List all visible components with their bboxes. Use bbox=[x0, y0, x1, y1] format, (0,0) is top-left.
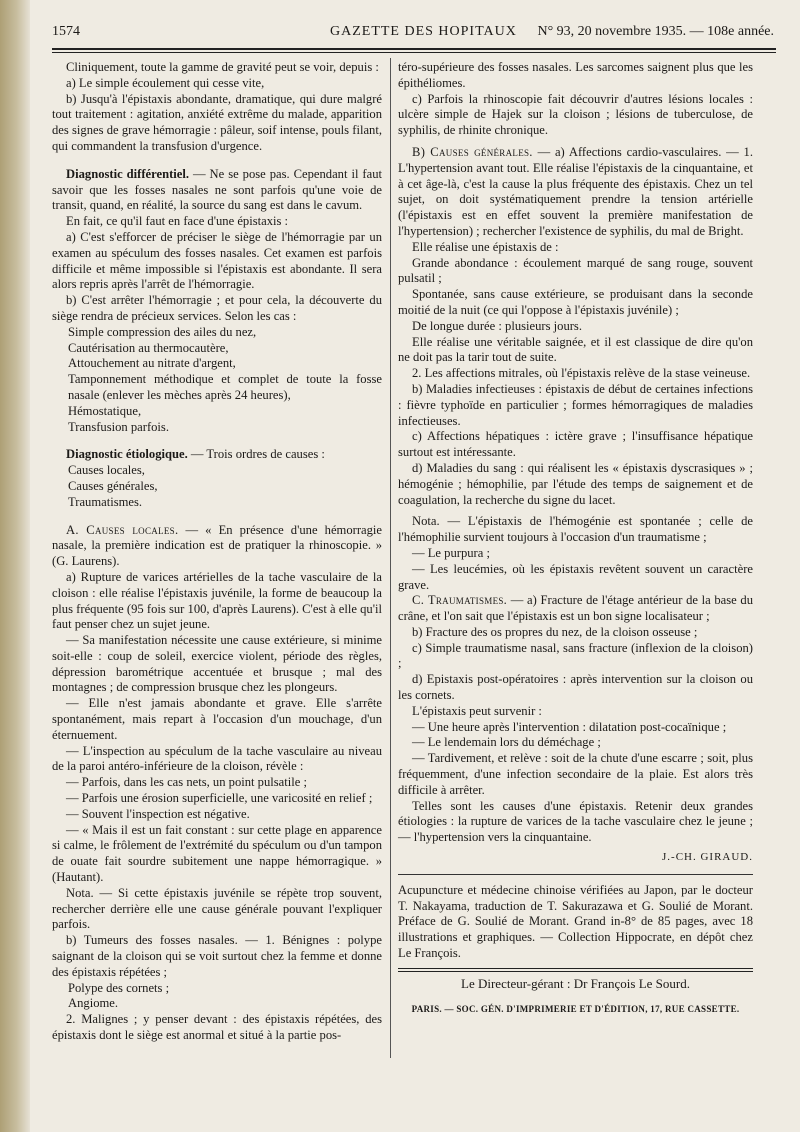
list-item: Traumatismes. bbox=[68, 494, 143, 509]
printer-imprint: PARIS. — SOC. GÉN. D'IMPRIMERIE ET D'ÉDITION, 17, RUE CASSETTE. bbox=[411, 1003, 740, 1014]
paragraph: a) C'est s'efforcer de préciser le siège de l'hémorragie par un examen au spéculum des fosses nasales. Cet examen est parfois difficile et même impossible si l'épistaxis est abondante. Il sera alors repris après l'arrêt de l'hémorragie. bbox=[52, 229, 382, 292]
section-heading: Diagnostic différentiel. bbox=[66, 166, 190, 181]
list-item: Cautérisation au thermocautère, bbox=[68, 340, 229, 355]
page-header bbox=[52, 24, 776, 46]
list-item: Transfusion parfois. bbox=[68, 419, 169, 434]
paragraph: d) Epistaxis post-opératoires : après intervention sur la cloison ou les cornets. bbox=[398, 672, 753, 703]
author-signature: J.-CH. GIRAUD. bbox=[662, 851, 753, 864]
section-heading: Diagnostic étiologique. bbox=[66, 447, 188, 462]
paragraph: En fait, ce qu'il faut en face d'une épistaxis : bbox=[66, 214, 289, 229]
director-line: Le Directeur-gérant : Dr François Le Sourd. bbox=[461, 975, 690, 991]
section-heading: A. Causes locales. bbox=[66, 522, 179, 537]
paragraph: b) Fracture des os propres du nez, de la cloison osseuse ; bbox=[412, 624, 698, 639]
section-divider bbox=[398, 874, 753, 875]
paragraph: b) Jusqu'à l'épistaxis abondante, dramatique, qui dure malgré tout traitement : agitation, anxiété extrême du malade, apparition des signes de grave hémorragie : pâleur, soif intense, pouls filant, qui commandent la transfusion d'urgence. bbox=[52, 91, 382, 153]
paragraph: — Les leucémies, où les épistaxis revêtent souvent un caractère grave. bbox=[398, 561, 753, 592]
list-item: Simple compression des ailes du nez, bbox=[68, 324, 257, 339]
right-column bbox=[398, 60, 753, 1017]
paragraph: d) Maladies du sang : qui réalisent les « épistaxis dyscrasiques » ; hémogénie ; hémophilie, par l'étude des temps de saignement et de coagulation, la recherche du signe du lacet. bbox=[398, 460, 753, 507]
paragraph: De longue durée : plusieurs jours. bbox=[412, 318, 582, 333]
list-item: Tamponnement méthodique et complet de toute la fosse nasale (enlever les mèches après 24 heures), bbox=[68, 372, 382, 402]
paragraph: — Sa manifestation nécessite une cause extérieure, si minime soit-elle : coup de soleil, exercice violent, période des règles, dépression barométrique accentuée et brusque ; mal des montagnes ; de compression brusque chez les plongeurs. bbox=[52, 633, 382, 695]
list-item: Polype des cornets ; bbox=[68, 980, 170, 995]
paragraph: c) Simple traumatisme nasal, sans fracture (inflexion de la cloison) ; bbox=[398, 640, 753, 671]
list-item: Causes générales, bbox=[68, 478, 158, 493]
journal-title: GAZETTE DES HOPITAUX bbox=[330, 24, 517, 39]
column-divider bbox=[390, 58, 391, 1058]
paragraph: b) C'est arrêter l'hémorragie ; et pour cela, la découverte du siège rendra de précieux services. Selon les cas : bbox=[52, 293, 382, 323]
paragraph: L'épistaxis peut survenir : bbox=[412, 703, 542, 718]
left-column bbox=[52, 60, 382, 1044]
paragraph: b) Maladies infectieuses : épistaxis de début de certaines infections : fièvre typhoïde en particulier ; formes hémorragiques de maladies infectieuses. bbox=[398, 381, 753, 428]
paragraph: Telles sont les causes d'une épistaxis. Retenir deux grandes étiologies : la rupture de varices de la tache vasculaire chez le jeune ; — l'hypertension vers la cinquantaine. bbox=[398, 798, 753, 845]
paragraph: — L'inspection au spéculum de la tache vasculaire au niveau de la paroi antéro-inférieure de la cloison, révèle : bbox=[52, 743, 382, 774]
paragraph: c) Affections hépatiques : ictère grave ; l'insuffisance hépatique surtout est intéressante. bbox=[398, 429, 753, 460]
section-heading: B) Causes générales. bbox=[412, 144, 533, 159]
book-notice: Acupuncture et médecine chinoise vérifiées au Japon, par le docteur T. Nakayama, traduction de T. Sakurazawa et G. Soulié de Morant. Préface de G. Soulié de Morant. Grand in-8° de 85 pages, avec 18 illustrations et graphiques. — Collection Hippocrate, en dépôt chez Le François. bbox=[398, 882, 753, 961]
paragraph: a) Le simple écoulement qui cesse vite, bbox=[66, 75, 265, 90]
paragraph: — Une heure après l'intervention : dilatation post-cocaïnique ; bbox=[412, 719, 727, 734]
header-rule bbox=[52, 48, 776, 53]
paragraph: — Parfois une érosion superficielle, une varicosité en relief ; bbox=[66, 791, 373, 806]
paragraph: — Elle n'est jamais abondante et grave. Elle s'arrête spontanément, mais repart à l'occasion d'un mouchage, d'un éternuement. bbox=[52, 696, 382, 742]
list-item: Attouchement au nitrate d'argent, bbox=[68, 356, 236, 371]
paragraph: Spontanée, sans cause extérieure, se produisant dans la seconde moitié de la nuit (ce qui l'oppose à l'épistaxis juvénile) ; bbox=[398, 287, 753, 317]
paragraph: Nota. — Si cette épistaxis juvénile se répète trop souvent, rechercher derrière elle une cause générale pouvant l'expliquer parfois. bbox=[52, 885, 382, 932]
paragraph: Grande abondance : écoulement marqué de sang rouge, souvent pulsatil ; bbox=[398, 255, 753, 286]
section-heading: C. Traumatismes. bbox=[412, 593, 508, 608]
paragraph: Nota. — L'épistaxis de l'hémogénie est spontanée ; celle de l'hémophilie survient toujours à l'occasion d'un traumatisme ; bbox=[398, 514, 753, 545]
paragraph: — Tardivement, et relève : soit de la chute d'une escarre ; soit, plus fréquemment, d'une infection secondaire de la plaie. Est alors très difficile à arrêter. bbox=[398, 751, 753, 797]
paragraph: A. Causes locales. — « En présence d'une hémorragie nasale, la première indication est de pratiquer la rhinoscopie. » (G. Laurens). bbox=[52, 522, 382, 569]
list-item: Angiome. bbox=[68, 996, 119, 1011]
paragraph: — Parfois, dans les cas nets, un point pulsatile ; bbox=[66, 775, 307, 790]
paragraph: Diagnostic étiologique. — Trois ordres de causes : bbox=[66, 447, 325, 462]
paragraph: b) Tumeurs des fosses nasales. — 1. Bénignes : polype saignant de la cloison qui se voit surtout chez la femme et donne des épistaxis répétées ; bbox=[52, 933, 382, 979]
issue-info: N° 93, 20 novembre 1935. — 108e année. bbox=[537, 24, 774, 39]
list-item: Hémostatique, bbox=[68, 403, 142, 418]
paragraph: — Le purpura ; bbox=[412, 545, 490, 560]
paragraph: c) Parfois la rhinoscopie fait découvrir d'autres lésions locales : ulcère simple de Hajek sur la cloison ; lésions de tuberculose, de syphilis, de rhinite chronique. bbox=[398, 91, 753, 138]
paragraph: Cliniquement, toute la gamme de gravité peut se voir, depuis : bbox=[66, 60, 379, 74]
paragraph: Elle réalise une épistaxis de : bbox=[412, 239, 559, 254]
paragraph: — Souvent l'inspection est négative. bbox=[66, 806, 250, 821]
paragraph: C. Traumatismes. — a) Fracture de l'étage antérieur de la base du crâne, et l'on sait que l'épistaxis est un bon signe localisateur ; bbox=[398, 593, 754, 624]
paragraph: téro-supérieure des fosses nasales. Les sarcomes saignent plus que les épithéliomes. bbox=[398, 60, 753, 90]
paragraph: a) Rupture de varices artérielles de la tache vasculaire de la cloison : elle réalise l'épistaxis juvénile, la forme de beaucoup la plus fréquente (95 fois sur 100, d'après Laurens). C'est à elle qu'il faut penser chez un sujet jeune. bbox=[52, 569, 382, 632]
paragraph: — « Mais il est un fait constant : sur cette plage en apparence si calme, le frôlement de l'extrémité du spéculum ou d'un tampon de ouate fait sourdre subitement une nappe hémorragique. » (Hautant). bbox=[52, 822, 382, 885]
paragraph: 2. Malignes ; y penser devant : des épistaxis répétées, des épistaxis dont le siège est anormal et situé à la partie pos- bbox=[52, 1012, 382, 1043]
footer-rule bbox=[398, 968, 753, 972]
paragraph: — Le lendemain lors du déméchage ; bbox=[412, 735, 601, 750]
page-number: 1574 bbox=[52, 24, 80, 39]
list-item: Causes locales, bbox=[68, 463, 145, 478]
paragraph: Elle réalise une véritable saignée, et il est classique de dire qu'on ne doit pas la tarir tout de suite. bbox=[398, 334, 753, 365]
paragraph: 2. Les affections mitrales, où l'épistaxis relève de la stase veineuse. bbox=[412, 366, 751, 381]
paragraph: Diagnostic différentiel. — Ne se pose pas. Cependant il faut savoir que les fosses nasales ne sont parfois qu'une voie de transit, quand, en réalité, la source du sang est dans le cavum. bbox=[52, 166, 382, 213]
paragraph: B) Causes générales. — a) Affections cardio-vasculaires. — 1. L'hypertension avant tout. Elle réalise l'épistaxis de la cinquantaine, et à cet âge-là, c'est la cause la plus fréquente des épistaxis. Chez un tel sujet, on doit systématiquement prendre la tension artérielle (l'épistaxis est en effet souvent la première manifestation de l'hypertension) ; rechercher l'existence de syphilis, du mal de Bright. bbox=[398, 144, 753, 238]
